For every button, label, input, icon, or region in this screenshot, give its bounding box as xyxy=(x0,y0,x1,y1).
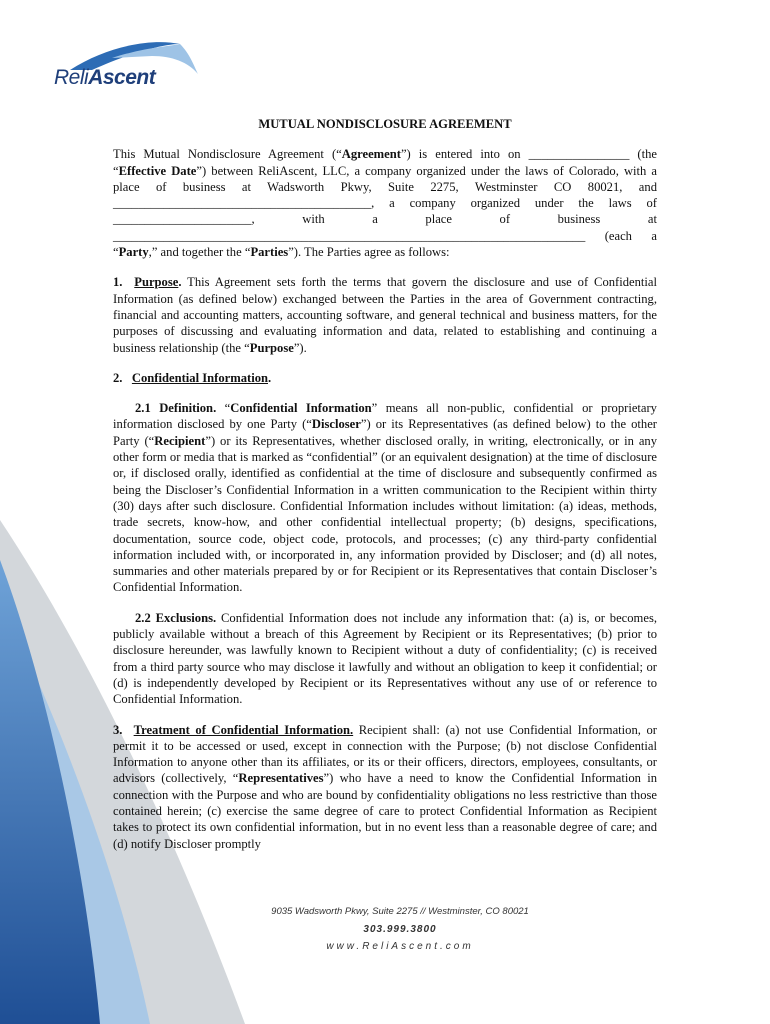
section-treatment-heading: Treatment of Confidential Information. xyxy=(133,722,354,737)
section-confidential-information: 2. Confidential Information. xyxy=(113,370,272,385)
reliascent-logo xyxy=(52,40,202,92)
section-treatment: 3. Treatment of Confidential Information. Recipient shall: (a) not use Confidential Information, or permit it to be accessed or used, except in connection with the Purpose; (b) not disclose Confidential Information to anyone other than its affiliates, or its or their officers, directors, employees, consultants, or advisors (collectively, “Representatives”) who have a need to know the Confidential Information in connection with the Purpose and who are bound by confidentiality obligations no less restrictive than those contained herein; (c) exercise the same degree of care to protect Confidential Information as Recipient takes to protect its own confidential information, but in no event less than a reasonable degree of care; and (d) notify Discloser promptly xyxy=(113,722,657,851)
section-purpose-heading: Purpose xyxy=(134,275,179,290)
document-title: MUTUAL NONDISCLOSURE AGREEMENT xyxy=(258,117,512,131)
subsection-definition: 2.1 Definition. “Confidential Information” means all non-public, confidential or proprietary information disclosed by one Party (“Discloser”) or its Representatives (as defined below) to the other Party (“Recipient”) or its Representatives, whether disclosed orally, in writing, electronically, or in any other form or media that is marked as “confidential” (or an equivalent designation) at the time of disclosure or, if disclosed orally, identified as confidential at the time of disclosure and subsequently confirmed as being the Discloser’s Confidential Information in a written communication to the Recipient within thirty (30) days after such disclosure. Confidential Information includes without limitation: (a) ideas, methods, trade secrets, know-how, and other confidential intellectual property; (b) designs, specifications, documentation, source code, object code, protocols, and processes; (c) any third-party confidential information included with, or incorporated in, any information provided by Discloser; and (d) all notes, summaries and other materials prepared by or for Recipient or its Representatives that contain Discloser’s Confidential Information. xyxy=(113,401,658,595)
subsection-exclusions: 2.2 Exclusions. Confidential Information does not include any information that: (a) is, or becomes, publicly available without a breach of this Agreement by Recipient or its Representatives; (b) prior to disclosure hereunder, was lawfully known to Recipient without a duty of confidentiality; (c) is received from a third party source who may disclose it lawfully and without an obligation to keep it confidential; or (d) is independently developed by Recipient or its Representatives without any use of or reference to Confidential Information. xyxy=(113,610,657,707)
footer-website: www.ReliAscent.com xyxy=(326,941,474,952)
agreement-document xyxy=(113,116,657,852)
footer-address: 9035 Wadsworth Pkwy, Suite 2275 // Westminster, CO 80021 xyxy=(271,906,529,917)
footer-phone: 303.999.3800 xyxy=(363,924,437,935)
section-confidential-heading: Confidential Information xyxy=(131,370,268,385)
intro-paragraph: This Mutual Nondisclosure Agreement (“Agreement”) is entered into on ________________ (the “Effective Date”) between ReliAscent, LLC, a company organized under the laws of Colorado, with a place of business at Wadsworth Pkwy, Suite 2275, Westminster CO 80021, and _________________________________________, a company organized under the laws of ______________________, with a place of business at ___________________________________________________________________________ (each a “Party,” and together the “Parties”). The Parties agree as follows: xyxy=(113,147,657,260)
section-purpose: 1. Purpose. This Agreement sets forth the terms that govern the disclosure and use of Confidential Information (as defined below) exchanged between the Parties in the area of Government contracting, financial and accounting matters, accounting software, and general technical and business matters, for the purposes of discussing and evaluating information and data, related to establishing and continuing a business relationship (the “Purpose”). xyxy=(113,275,658,355)
logo-wordmark: ReliAscent xyxy=(54,66,156,89)
